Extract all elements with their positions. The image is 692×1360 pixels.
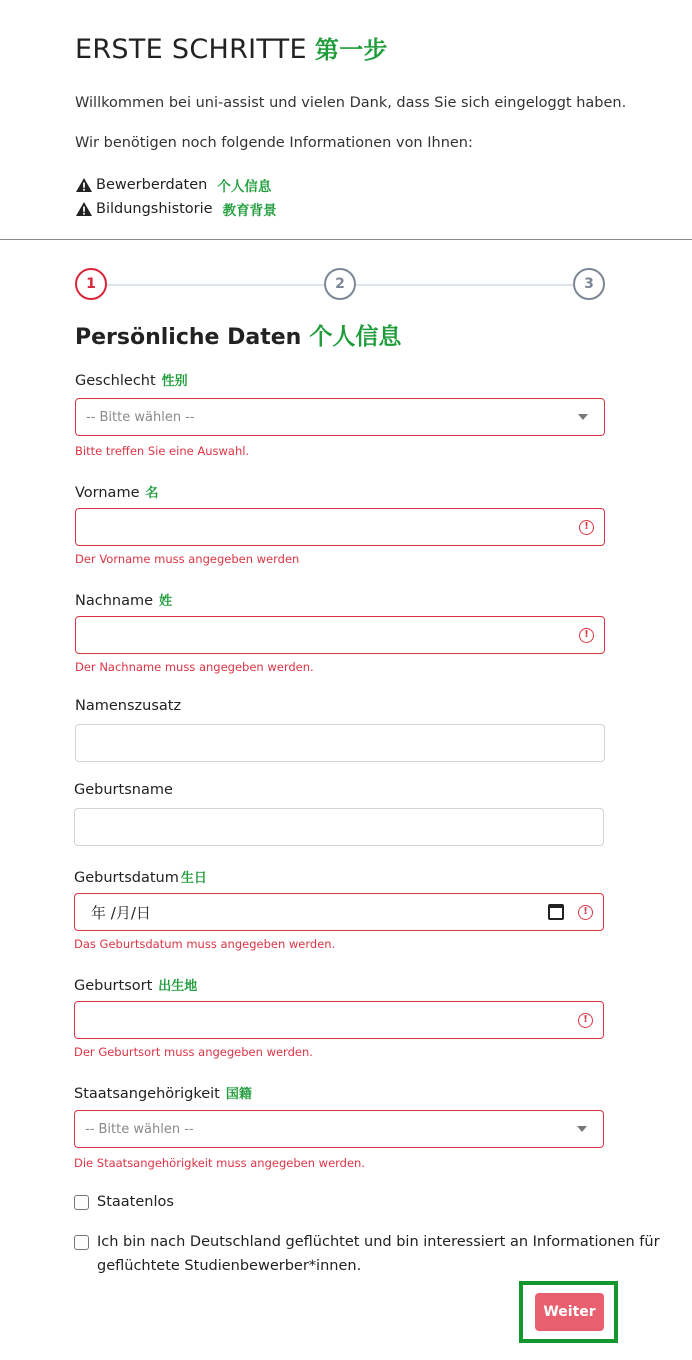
- gefluechtet-checkbox[interactable]: [74, 1235, 89, 1250]
- geschlecht-error: Bitte treffen Sie eine Auswahl.: [75, 444, 250, 458]
- error-icon: !: [578, 905, 593, 920]
- vorname-field[interactable]: [86, 519, 579, 535]
- geschlecht-label: Geschlecht 性别: [75, 373, 188, 389]
- nachname-error: Der Nachname muss angegeben werden.: [75, 660, 314, 674]
- geburtsort-label: Geburtsort 出生地: [74, 978, 198, 994]
- namenszusatz-label: Namenszusatz: [75, 698, 182, 714]
- title-annotation: 第一步: [314, 36, 388, 64]
- welcome-text: Willkommen bei uni-assist und vielen Dank, dass Sie sich eingeloggt haben.: [75, 95, 627, 111]
- staatenlos-label: Staatenlos: [97, 1194, 174, 1210]
- requirement-item: Bewerberdaten 个人信息: [75, 175, 271, 195]
- namenszusatz-field[interactable]: [86, 735, 594, 751]
- nachname-field[interactable]: [86, 627, 579, 643]
- vorname-error: Der Vorname muss angegeben werden: [75, 552, 300, 566]
- vorname-input[interactable]: [75, 508, 605, 546]
- chevron-down-icon: [578, 414, 588, 420]
- staatsangehoerigkeit-error: Die Staatsangehörigkeit muss angegeben werden.: [74, 1156, 365, 1170]
- section-title: Persönliche Daten 个人信息: [75, 324, 402, 350]
- geburtsname-field[interactable]: [85, 819, 593, 835]
- page-title: ERSTE SCHRITTE 第一步: [75, 34, 388, 65]
- step-2: 2: [324, 268, 356, 300]
- staatenlos-row: [74, 1193, 174, 1214]
- stepper-line: [356, 284, 573, 286]
- geburtsname-label: Geburtsname: [74, 782, 173, 798]
- warning-icon: [75, 201, 93, 217]
- geschlecht-select[interactable]: -- Bitte wählen --: [75, 398, 605, 436]
- geburtsdatum-error: Das Geburtsdatum muss angegeben werden.: [74, 937, 336, 951]
- error-icon: !: [578, 1013, 593, 1028]
- geburtsdatum-label: Geburtsdatum 生日: [74, 870, 207, 886]
- calendar-icon[interactable]: [548, 904, 564, 920]
- staatenlos-checkbox[interactable]: [74, 1195, 89, 1210]
- step-1: 1: [75, 268, 107, 300]
- stepper-line: [106, 284, 324, 286]
- step-3: 3: [573, 268, 605, 300]
- geburtsort-input[interactable]: [74, 1001, 604, 1039]
- error-icon: !: [579, 628, 594, 643]
- nachname-label: Nachname 姓: [75, 593, 173, 609]
- gefluechtet-label: Ich bin nach Deutschland geflüchtet und bin interessiert an Informationen für geflüchtete Studienbewerber*innen.: [97, 1234, 660, 1274]
- staatsangehoerigkeit-select[interactable]: -- Bitte wählen --: [74, 1110, 604, 1148]
- namenszusatz-input[interactable]: [75, 724, 605, 762]
- weiter-button[interactable]: Weiter: [535, 1293, 604, 1331]
- geburtsort-error: Der Geburtsort muss angegeben werden.: [74, 1045, 313, 1059]
- vorname-label: Vorname 名: [75, 485, 159, 501]
- error-icon: !: [579, 520, 594, 535]
- staatsangehoerigkeit-label: Staatsangehörigkeit 国籍: [74, 1086, 252, 1102]
- requirement-item: Bildungshistorie 教育背景: [75, 199, 277, 219]
- nachname-input[interactable]: [75, 616, 605, 654]
- divider: [0, 239, 692, 240]
- gefluechtet-row: [74, 1233, 660, 1278]
- geburtsdatum-input[interactable]: 年 /月/日 !: [74, 893, 604, 931]
- warning-icon: [75, 177, 93, 193]
- chevron-down-icon: [577, 1126, 587, 1132]
- geburtsname-input[interactable]: [74, 808, 604, 846]
- info-needed-text: Wir benötigen noch folgende Informationen von Ihnen:: [75, 135, 473, 151]
- geburtsort-field[interactable]: [85, 1012, 578, 1028]
